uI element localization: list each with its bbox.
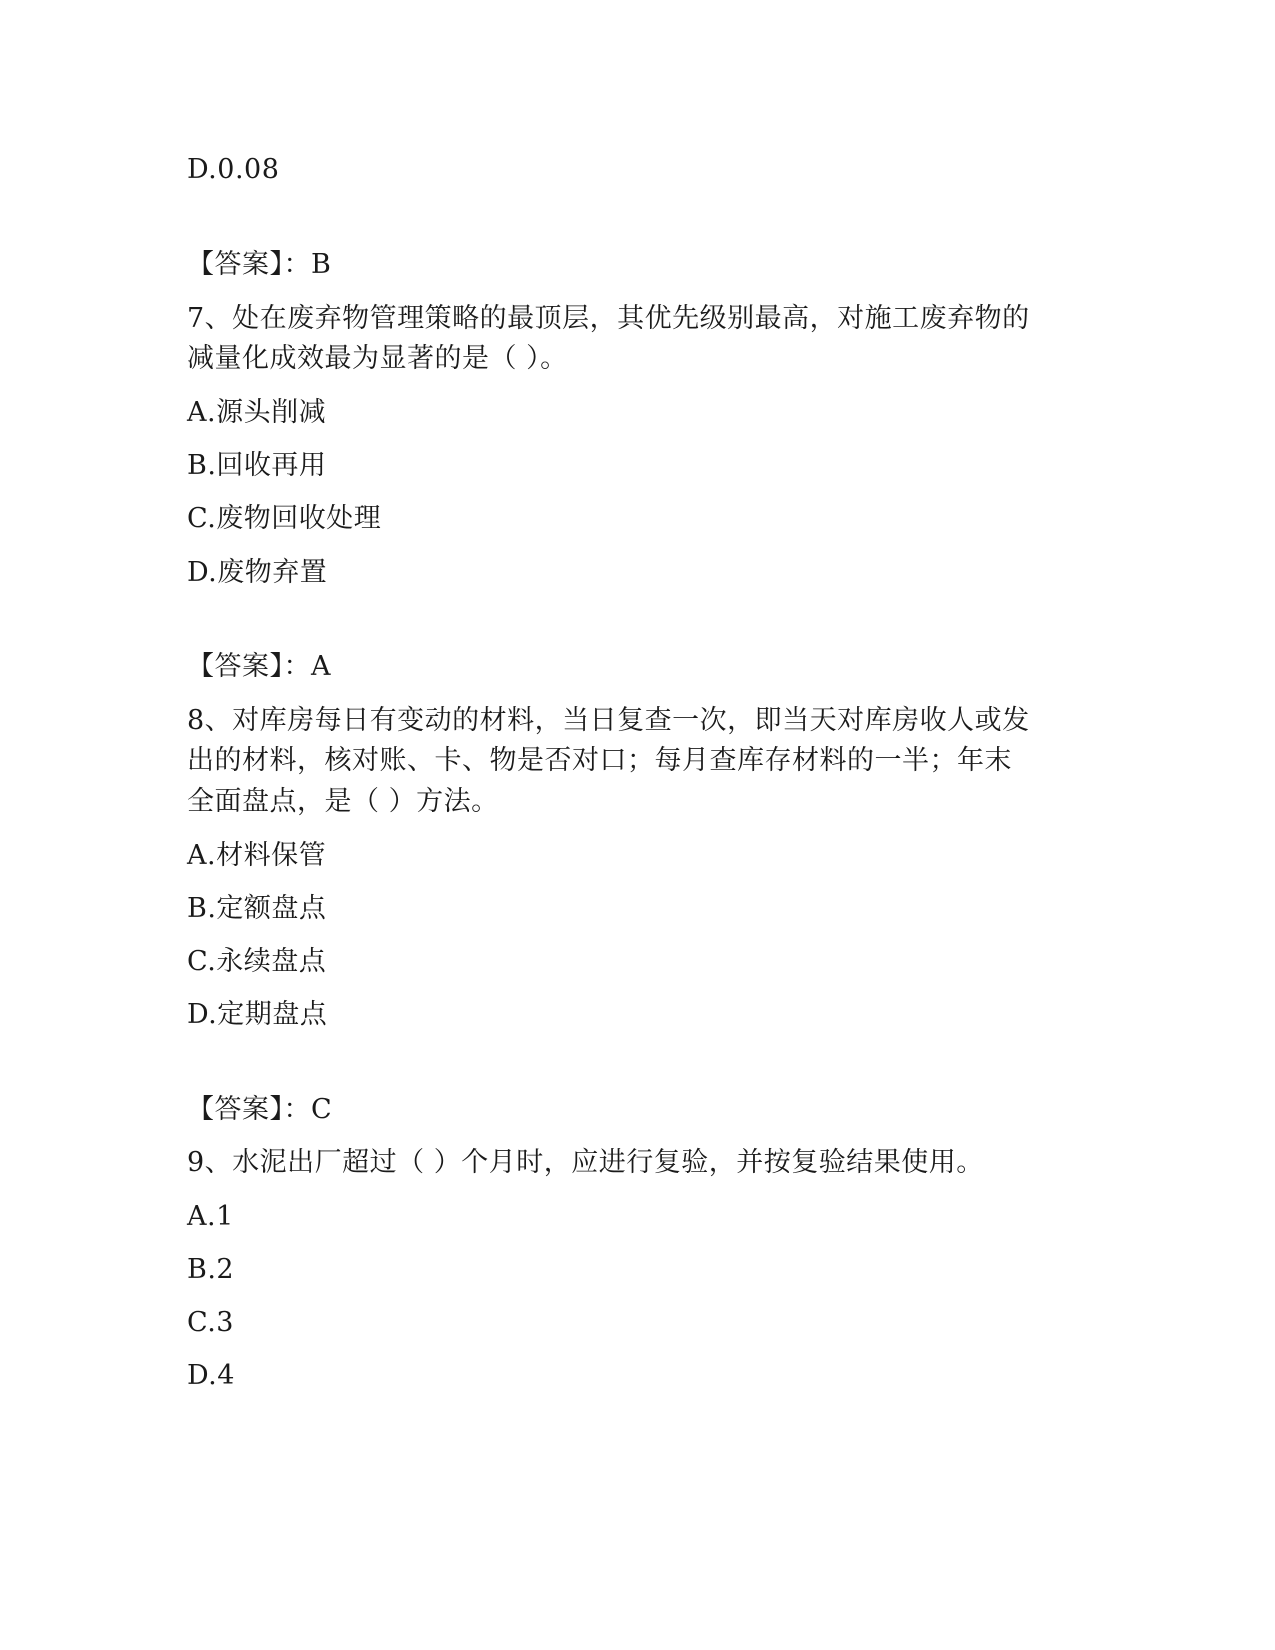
q9-option-c: C.3 [187, 1307, 234, 1338]
q9-option-b: B.2 [187, 1254, 235, 1285]
q9-option-d: D.4 [187, 1360, 235, 1391]
q7-option-a: A.源头削减 [187, 397, 327, 428]
q8-option-a: A.材料保管 [187, 840, 327, 871]
q7-option-d: D.废物弃置 [187, 557, 328, 588]
q7-stem-line1: 7、处在废弃物管理策略的最顶层，其优先级别最高，对施工废弃物的 [187, 303, 1030, 334]
q7-option-b: B.回收再用 [187, 450, 327, 481]
q7-option-c: C.废物回收处理 [187, 503, 382, 534]
prev-option-d: D.0.08 [187, 154, 280, 185]
q9-stem-line1: 9、水泥出厂超过（ ）个月时，应进行复验，并按复验结果使用。 [187, 1147, 984, 1178]
prev-answer: 【答案】：B [187, 249, 332, 280]
q7-stem-line2: 减量化成效最为显著的是（ ）。 [187, 343, 568, 374]
q7-answer: 【答案】：A [187, 651, 331, 682]
q8-stem-line2: 出的材料，核对账、卡、物是否对口；每月查库存材料的一半；年末 [187, 745, 1012, 776]
q8-stem-line1: 8、对库房每日有变动的材料，当日复查一次，即当天对库房收人或发 [187, 705, 1030, 736]
q8-answer: 【答案】：C [187, 1094, 333, 1125]
q8-option-d: D.定期盘点 [187, 999, 328, 1030]
q9-option-a: A.1 [187, 1201, 234, 1232]
q8-option-c: C.永续盘点 [187, 946, 327, 977]
q8-stem-line3: 全面盘点，是（ ）方法。 [187, 786, 499, 817]
q8-option-b: B.定额盘点 [187, 893, 327, 924]
